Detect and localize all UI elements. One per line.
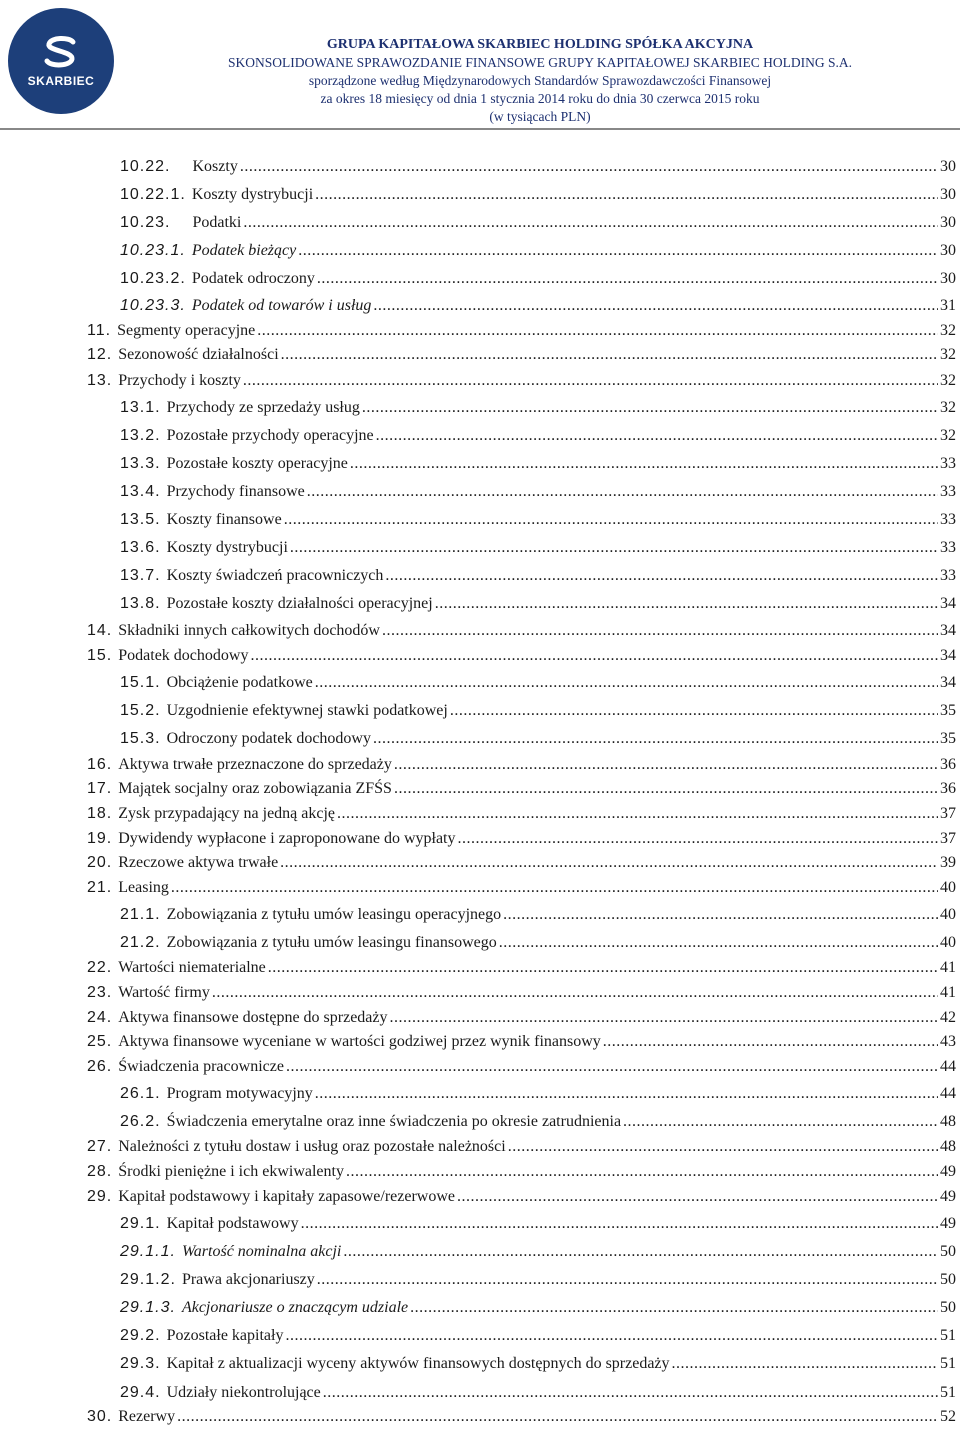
toc-leader-dots	[243, 214, 938, 232]
toc-entry-title: Wartość nominalna akcji	[181, 1243, 342, 1260]
toc-entry[interactable]	[120, 1085, 956, 1103]
toc-entry-number: 10.23.2.	[120, 270, 186, 287]
toc-entry[interactable]	[87, 346, 956, 364]
toc-entry-title: Pozostałe koszty działalności operacyjnej	[166, 595, 433, 612]
toc-entry-page: 48	[940, 1138, 956, 1155]
toc-leader-dots	[350, 455, 938, 473]
header-text-block	[120, 36, 960, 126]
toc-leader-dots	[317, 270, 938, 288]
toc-leader-dots	[315, 674, 938, 692]
toc-entry-title: Koszty	[192, 158, 238, 175]
toc-entry[interactable]	[120, 214, 956, 232]
toc-entry-title: Wartość firmy	[118, 984, 210, 1001]
toc-entry-number: 20.	[87, 854, 113, 871]
toc-entry-number: 26.1.	[120, 1085, 161, 1102]
toc-entry-title: Koszty finansowe	[166, 511, 282, 528]
toc-entry-page: 31	[940, 297, 956, 314]
toc-entry-page: 49	[940, 1188, 956, 1205]
toc-entry-page: 51	[940, 1384, 956, 1401]
toc-entry-number: 29.1.2.	[120, 1271, 176, 1288]
toc-entry-page: 32	[940, 322, 956, 339]
toc-entry[interactable]	[120, 730, 956, 748]
toc-entry[interactable]	[120, 483, 956, 501]
toc-entry[interactable]	[120, 1243, 956, 1261]
toc-leader-dots	[243, 372, 938, 390]
toc-entry-number: 19.	[87, 830, 113, 847]
toc-leader-dots	[280, 854, 938, 872]
toc-entry-title: Program motywacyjny	[166, 1085, 313, 1102]
toc-entry-page: 34	[940, 595, 956, 612]
toc-entry[interactable]	[120, 595, 956, 613]
toc-entry-title: Koszty dystrybucji	[191, 186, 314, 203]
toc-entry-title: Podatek dochodowy	[118, 647, 249, 664]
toc-entry-title: Aktywa finansowe wyceniane w wartości godziwej przez wynik finansowy	[118, 1033, 601, 1050]
toc-entry[interactable]	[120, 702, 956, 720]
toc-entry-number: 10.23.	[120, 214, 171, 231]
toc-leader-dots	[385, 567, 938, 585]
toc-entry-number: 13.5.	[120, 511, 161, 528]
toc-leader-dots	[268, 959, 938, 977]
toc-leader-dots	[250, 647, 938, 665]
toc-entry-title: Uzgodnienie efektywnej stawki podatkowej	[166, 702, 448, 719]
skarbiec-logo-icon	[39, 34, 83, 70]
toc-leader-dots	[343, 1243, 938, 1261]
toc-entry-title: Segmenty operacyjne	[117, 322, 256, 339]
toc-entry-number: 13.1.	[120, 399, 161, 416]
toc-entry[interactable]	[87, 1138, 956, 1156]
toc-entry-number: 15.	[87, 647, 113, 664]
toc-entry[interactable]	[120, 1327, 956, 1345]
toc-entry-title: Odroczony podatek dochodowy	[166, 730, 371, 747]
toc-entry[interactable]	[120, 186, 956, 204]
toc-entry-title: Składniki innych całkowitych dochodów	[118, 622, 380, 639]
toc-entry-page: 42	[940, 1009, 956, 1026]
toc-leader-dots	[672, 1355, 938, 1373]
toc-entry-page: 43	[940, 1033, 956, 1050]
toc-entry-page: 33	[940, 567, 956, 584]
toc-entry-page: 50	[940, 1243, 956, 1260]
toc-entry-number: 12.	[87, 346, 113, 363]
toc-leader-dots	[499, 934, 938, 952]
header-report-line: SKONSOLIDOWANE SPRAWOZDANIE FINANSOWE GRUPY KAPITAŁOWEJ SKARBIEC HOLDING S.A.	[228, 55, 852, 70]
toc-entry-title: Akcjonariusze o znaczącym udziale	[181, 1299, 409, 1316]
toc-entry-page: 40	[940, 879, 956, 896]
toc-entry-page: 33	[940, 455, 956, 472]
toc-entry-page: 44	[940, 1085, 956, 1102]
toc-leader-dots	[315, 186, 938, 204]
toc-entry-number: 26.2.	[120, 1113, 161, 1130]
toc-entry-number: 30.	[87, 1408, 113, 1425]
toc-entry-title: Przychody i koszty	[118, 372, 241, 389]
toc-entry-page: 36	[940, 780, 956, 797]
skarbiec-logo	[8, 8, 114, 114]
toc-leader-dots	[307, 483, 938, 501]
toc-leader-dots	[337, 805, 938, 823]
toc-entry[interactable]	[87, 854, 956, 872]
toc-entry-page: 36	[940, 756, 956, 773]
toc-leader-dots	[346, 1163, 938, 1181]
toc-leader-dots	[603, 1033, 938, 1051]
toc-entry-title: Zobowiązania z tytułu umów leasingu finansowego	[166, 934, 497, 951]
toc-entry-number: 22.	[87, 959, 113, 976]
toc-leader-dots	[362, 399, 938, 417]
toc-entry-number: 15.3.	[120, 730, 161, 747]
toc-entry-page: 34	[940, 674, 956, 691]
toc-entry-page: 44	[940, 1058, 956, 1075]
toc-entry[interactable]	[120, 399, 956, 417]
toc-entry-number: 29.3.	[120, 1355, 161, 1372]
toc-entry-title: Środki pieniężne i ich ekwiwalenty	[118, 1163, 344, 1180]
toc-entry-number: 29.	[87, 1188, 113, 1205]
toc-leader-dots	[317, 1271, 938, 1289]
toc-entry-title: Świadczenia emerytalne oraz inne świadczenia po okresie zatrudnienia	[166, 1113, 622, 1130]
toc-entry[interactable]	[87, 1033, 956, 1051]
toc-entry[interactable]	[120, 1113, 956, 1131]
toc-entry-title: Dywidendy wypłacone i zaproponowane do wypłaty	[118, 830, 456, 847]
toc-entry-number: 25.	[87, 1033, 113, 1050]
toc-entry-number: 29.1.3.	[120, 1299, 176, 1316]
toc-entry-number: 15.2.	[120, 702, 161, 719]
toc-leader-dots	[508, 1138, 938, 1156]
toc-leader-dots	[257, 322, 938, 340]
toc-leader-dots	[177, 1408, 938, 1426]
toc-entry-title: Koszty dystrybucji	[166, 539, 288, 556]
header-currency-line: (w tysiącach PLN)	[489, 109, 591, 124]
toc-entry[interactable]	[87, 1408, 956, 1426]
toc-entry-number: 13.2.	[120, 427, 161, 444]
toc-entry[interactable]	[120, 158, 956, 176]
toc-entry-number: 21.2.	[120, 934, 161, 951]
toc-leader-dots	[301, 1215, 938, 1233]
toc-leader-dots	[394, 756, 938, 774]
toc-entry[interactable]	[87, 322, 956, 340]
toc-entry-number: 11.	[87, 322, 112, 339]
toc-entry-title: Aktywa finansowe dostępne do sprzedaży	[118, 1009, 388, 1026]
toc-entry-number: 24.	[87, 1009, 113, 1026]
toc-entry-page: 32	[940, 399, 956, 416]
toc-entry-number: 29.4.	[120, 1384, 161, 1401]
toc-entry-title: Udziały niekontrolujące	[166, 1384, 321, 1401]
toc-entry-title: Podatek bieżący	[191, 242, 297, 259]
toc-leader-dots	[435, 595, 938, 613]
toc-entry-page: 51	[940, 1355, 956, 1372]
toc-entry-title: Majątek socjalny oraz zobowiązania ZFŚS	[118, 780, 392, 797]
toc-leader-dots	[450, 702, 938, 720]
toc-leader-dots	[458, 830, 939, 848]
header-divider	[0, 128, 960, 130]
toc-entry-page: 33	[940, 511, 956, 528]
toc-entry[interactable]	[87, 780, 956, 798]
toc-entry-page: 35	[940, 730, 956, 747]
toc-entry-title: Obciążenie podatkowe	[166, 674, 313, 691]
toc-entry[interactable]	[120, 297, 956, 315]
toc-entry-number: 29.2.	[120, 1327, 161, 1344]
toc-entry-title: Przychody finansowe	[166, 483, 305, 500]
logo-text: SKARBIEC	[27, 74, 95, 88]
toc-entry-page: 35	[940, 702, 956, 719]
toc-entry-number: 13.6.	[120, 539, 161, 556]
toc-leader-dots	[382, 622, 938, 640]
toc-entry-page: 30	[940, 270, 956, 287]
toc-entry-title: Rzeczowe aktywa trwałe	[118, 854, 279, 871]
toc-entry-title: Aktywa trwałe przeznaczone do sprzedaży	[118, 756, 392, 773]
toc-entry[interactable]	[87, 756, 956, 774]
toc-leader-dots	[457, 1188, 938, 1206]
toc-entry[interactable]	[120, 1299, 956, 1317]
toc-entry-page: 32	[940, 427, 956, 444]
toc-entry-number: 29.1.1.	[120, 1243, 176, 1260]
toc-entry-page: 40	[940, 934, 956, 951]
toc-entry-page: 37	[940, 830, 956, 847]
toc-entry-number: 26.	[87, 1058, 113, 1075]
toc-entry-page: 34	[940, 647, 956, 664]
toc-entry-title: Podatek odroczony	[191, 270, 315, 287]
toc-entry[interactable]	[120, 1355, 956, 1373]
toc-leader-dots	[623, 1113, 938, 1131]
toc-entry-page: 49	[940, 1215, 956, 1232]
toc-entry-title: Należności z tytułu dostaw i usług oraz pozostałe należności	[118, 1138, 506, 1155]
toc-entry-title: Rezerwy	[118, 1408, 176, 1425]
toc-entry[interactable]	[120, 1384, 956, 1402]
toc-entry[interactable]	[87, 805, 956, 823]
toc-leader-dots	[240, 158, 938, 176]
toc-entry-page: 34	[940, 622, 956, 639]
toc-leader-dots	[390, 1009, 939, 1027]
toc-leader-dots	[284, 511, 938, 529]
toc-entry-page: 30	[940, 158, 956, 175]
toc-entry[interactable]	[87, 1163, 956, 1181]
toc-entry-number: 29.1.	[120, 1215, 161, 1232]
toc-entry-number: 10.22.1.	[120, 186, 186, 203]
toc-leader-dots	[394, 780, 938, 798]
toc-entry-page: 30	[940, 214, 956, 231]
toc-entry[interactable]	[120, 1215, 956, 1233]
toc-entry-page: 32	[940, 346, 956, 363]
toc-entry-title: Koszty świadczeń pracowniczych	[166, 567, 384, 584]
toc-entry[interactable]	[87, 1188, 956, 1206]
toc-entry[interactable]	[120, 674, 956, 692]
toc-entry-title: Leasing	[118, 879, 169, 896]
toc-entry-page: 37	[940, 805, 956, 822]
toc-entry-number: 23.	[87, 984, 113, 1001]
toc-entry-title: Zobowiązania z tytułu umów leasingu operacyjnego	[166, 906, 502, 923]
toc-entry-page: 50	[940, 1299, 956, 1316]
toc-entry-number: 16.	[87, 756, 113, 773]
toc-entry-title: Wartości niematerialne	[118, 959, 266, 976]
toc-entry[interactable]	[120, 242, 956, 260]
toc-entry-page: 41	[940, 984, 956, 1001]
toc-entry-number: 10.23.3.	[120, 297, 186, 314]
toc-entry-page: 32	[940, 372, 956, 389]
toc-entry-page: 41	[940, 959, 956, 976]
toc-leader-dots	[373, 297, 938, 315]
toc-entry-page: 33	[940, 483, 956, 500]
toc-entry-number: 21.1.	[120, 906, 161, 923]
toc-entry-number: 13.8.	[120, 595, 161, 612]
toc-entry-title: Pozostałe koszty operacyjne	[166, 455, 348, 472]
toc-entry-title: Świadczenia pracownicze	[118, 1058, 284, 1075]
toc-entry[interactable]	[87, 647, 956, 665]
toc-entry[interactable]	[87, 830, 956, 848]
toc-entry-number: 14.	[87, 622, 113, 639]
toc-leader-dots	[281, 346, 938, 364]
toc-leader-dots	[315, 1085, 938, 1103]
toc-entry-number: 10.22.	[120, 158, 171, 175]
toc-entry[interactable]	[120, 427, 956, 445]
toc-entry-number: 13.4.	[120, 483, 161, 500]
toc-entry-page: 39	[940, 854, 956, 871]
toc-entry-title: Zysk przypadający na jedną akcję	[118, 805, 336, 822]
toc-leader-dots	[290, 539, 938, 557]
toc-entry[interactable]	[120, 270, 956, 288]
toc-leader-dots	[286, 1058, 938, 1076]
toc-entry-page: 49	[940, 1163, 956, 1180]
toc-leader-dots	[285, 1327, 938, 1345]
toc-entry-page: 30	[940, 186, 956, 203]
toc-entry-number: 13.3.	[120, 455, 161, 472]
toc-entry[interactable]	[87, 984, 956, 1002]
toc-entry-title: Kapitał podstawowy i kapitały zapasowe/rezerwowe	[118, 1188, 456, 1205]
toc-entry-number: 10.23.1.	[120, 242, 186, 259]
toc-leader-dots	[376, 427, 938, 445]
toc-entry-title: Prawa akcjonariuszy	[181, 1271, 315, 1288]
header-company-line: GRUPA KAPITAŁOWA SKARBIEC HOLDING SPÓŁKA AKCYJNA	[326, 37, 754, 52]
toc-entry-number: 28.	[87, 1163, 113, 1180]
toc-entry-page: 52	[940, 1408, 956, 1425]
toc-leader-dots	[503, 906, 938, 924]
toc-entry-title: Pozostałe kapitały	[166, 1327, 284, 1344]
toc-leader-dots	[171, 879, 938, 897]
toc-leader-dots	[410, 1299, 938, 1317]
toc-entry-title: Pozostałe przychody operacyjne	[166, 427, 374, 444]
toc-entry-page: 50	[940, 1271, 956, 1288]
toc-entry[interactable]	[87, 1058, 956, 1076]
toc-entry-number: 21.	[87, 879, 113, 896]
toc-entry-number: 13.	[87, 372, 113, 389]
header-standards-line: sporządzone według Międzynarodowych Standardów Sprawozdawczości Finansowej	[308, 73, 772, 88]
toc-entry[interactable]	[120, 1271, 956, 1289]
toc-leader-dots	[298, 242, 938, 260]
toc-entry[interactable]	[120, 511, 956, 529]
document-header	[0, 0, 960, 130]
toc-entry-title: Podatek od towarów i usług	[191, 297, 372, 314]
toc-entry-title: Podatki	[192, 214, 242, 231]
toc-entry[interactable]	[87, 879, 956, 897]
toc-entry[interactable]	[120, 455, 956, 473]
header-period-line: za okres 18 miesięcy od dnia 1 stycznia 2014 roku do dnia 30 czerwca 2015 roku	[320, 91, 760, 106]
toc-entry-number: 27.	[87, 1138, 113, 1155]
toc-entry-page: 51	[940, 1327, 956, 1344]
toc-entry-title: Kapitał z aktualizacji wyceny aktywów finansowych dostępnych do sprzedaży	[166, 1355, 670, 1372]
toc-entry-number: 13.7.	[120, 567, 161, 584]
toc-entry-page: 48	[940, 1113, 956, 1130]
toc-entry-number: 15.1.	[120, 674, 161, 691]
toc-leader-dots	[212, 984, 938, 1002]
toc-entry-title: Przychody ze sprzedaży usług	[166, 399, 360, 416]
toc-entry[interactable]	[120, 539, 956, 557]
toc-entry-number: 17.	[87, 780, 113, 797]
toc-entry[interactable]	[120, 934, 956, 952]
toc-leader-dots	[323, 1384, 938, 1402]
toc-entry-number: 18.	[87, 805, 113, 822]
toc-entry[interactable]	[87, 1009, 956, 1027]
toc-entry-page: 40	[940, 906, 956, 923]
toc-leader-dots	[373, 730, 938, 748]
toc-entry[interactable]	[87, 622, 956, 640]
toc-entry[interactable]	[120, 567, 956, 585]
toc-entry[interactable]	[87, 959, 956, 977]
toc-entry-title: Sezonowość działalności	[118, 346, 279, 363]
toc-entry-page: 33	[940, 539, 956, 556]
toc-entry-page: 30	[940, 242, 956, 259]
toc-entry-title: Kapitał podstawowy	[166, 1215, 299, 1232]
toc-entry[interactable]	[87, 372, 956, 390]
toc-entry[interactable]	[120, 906, 956, 924]
